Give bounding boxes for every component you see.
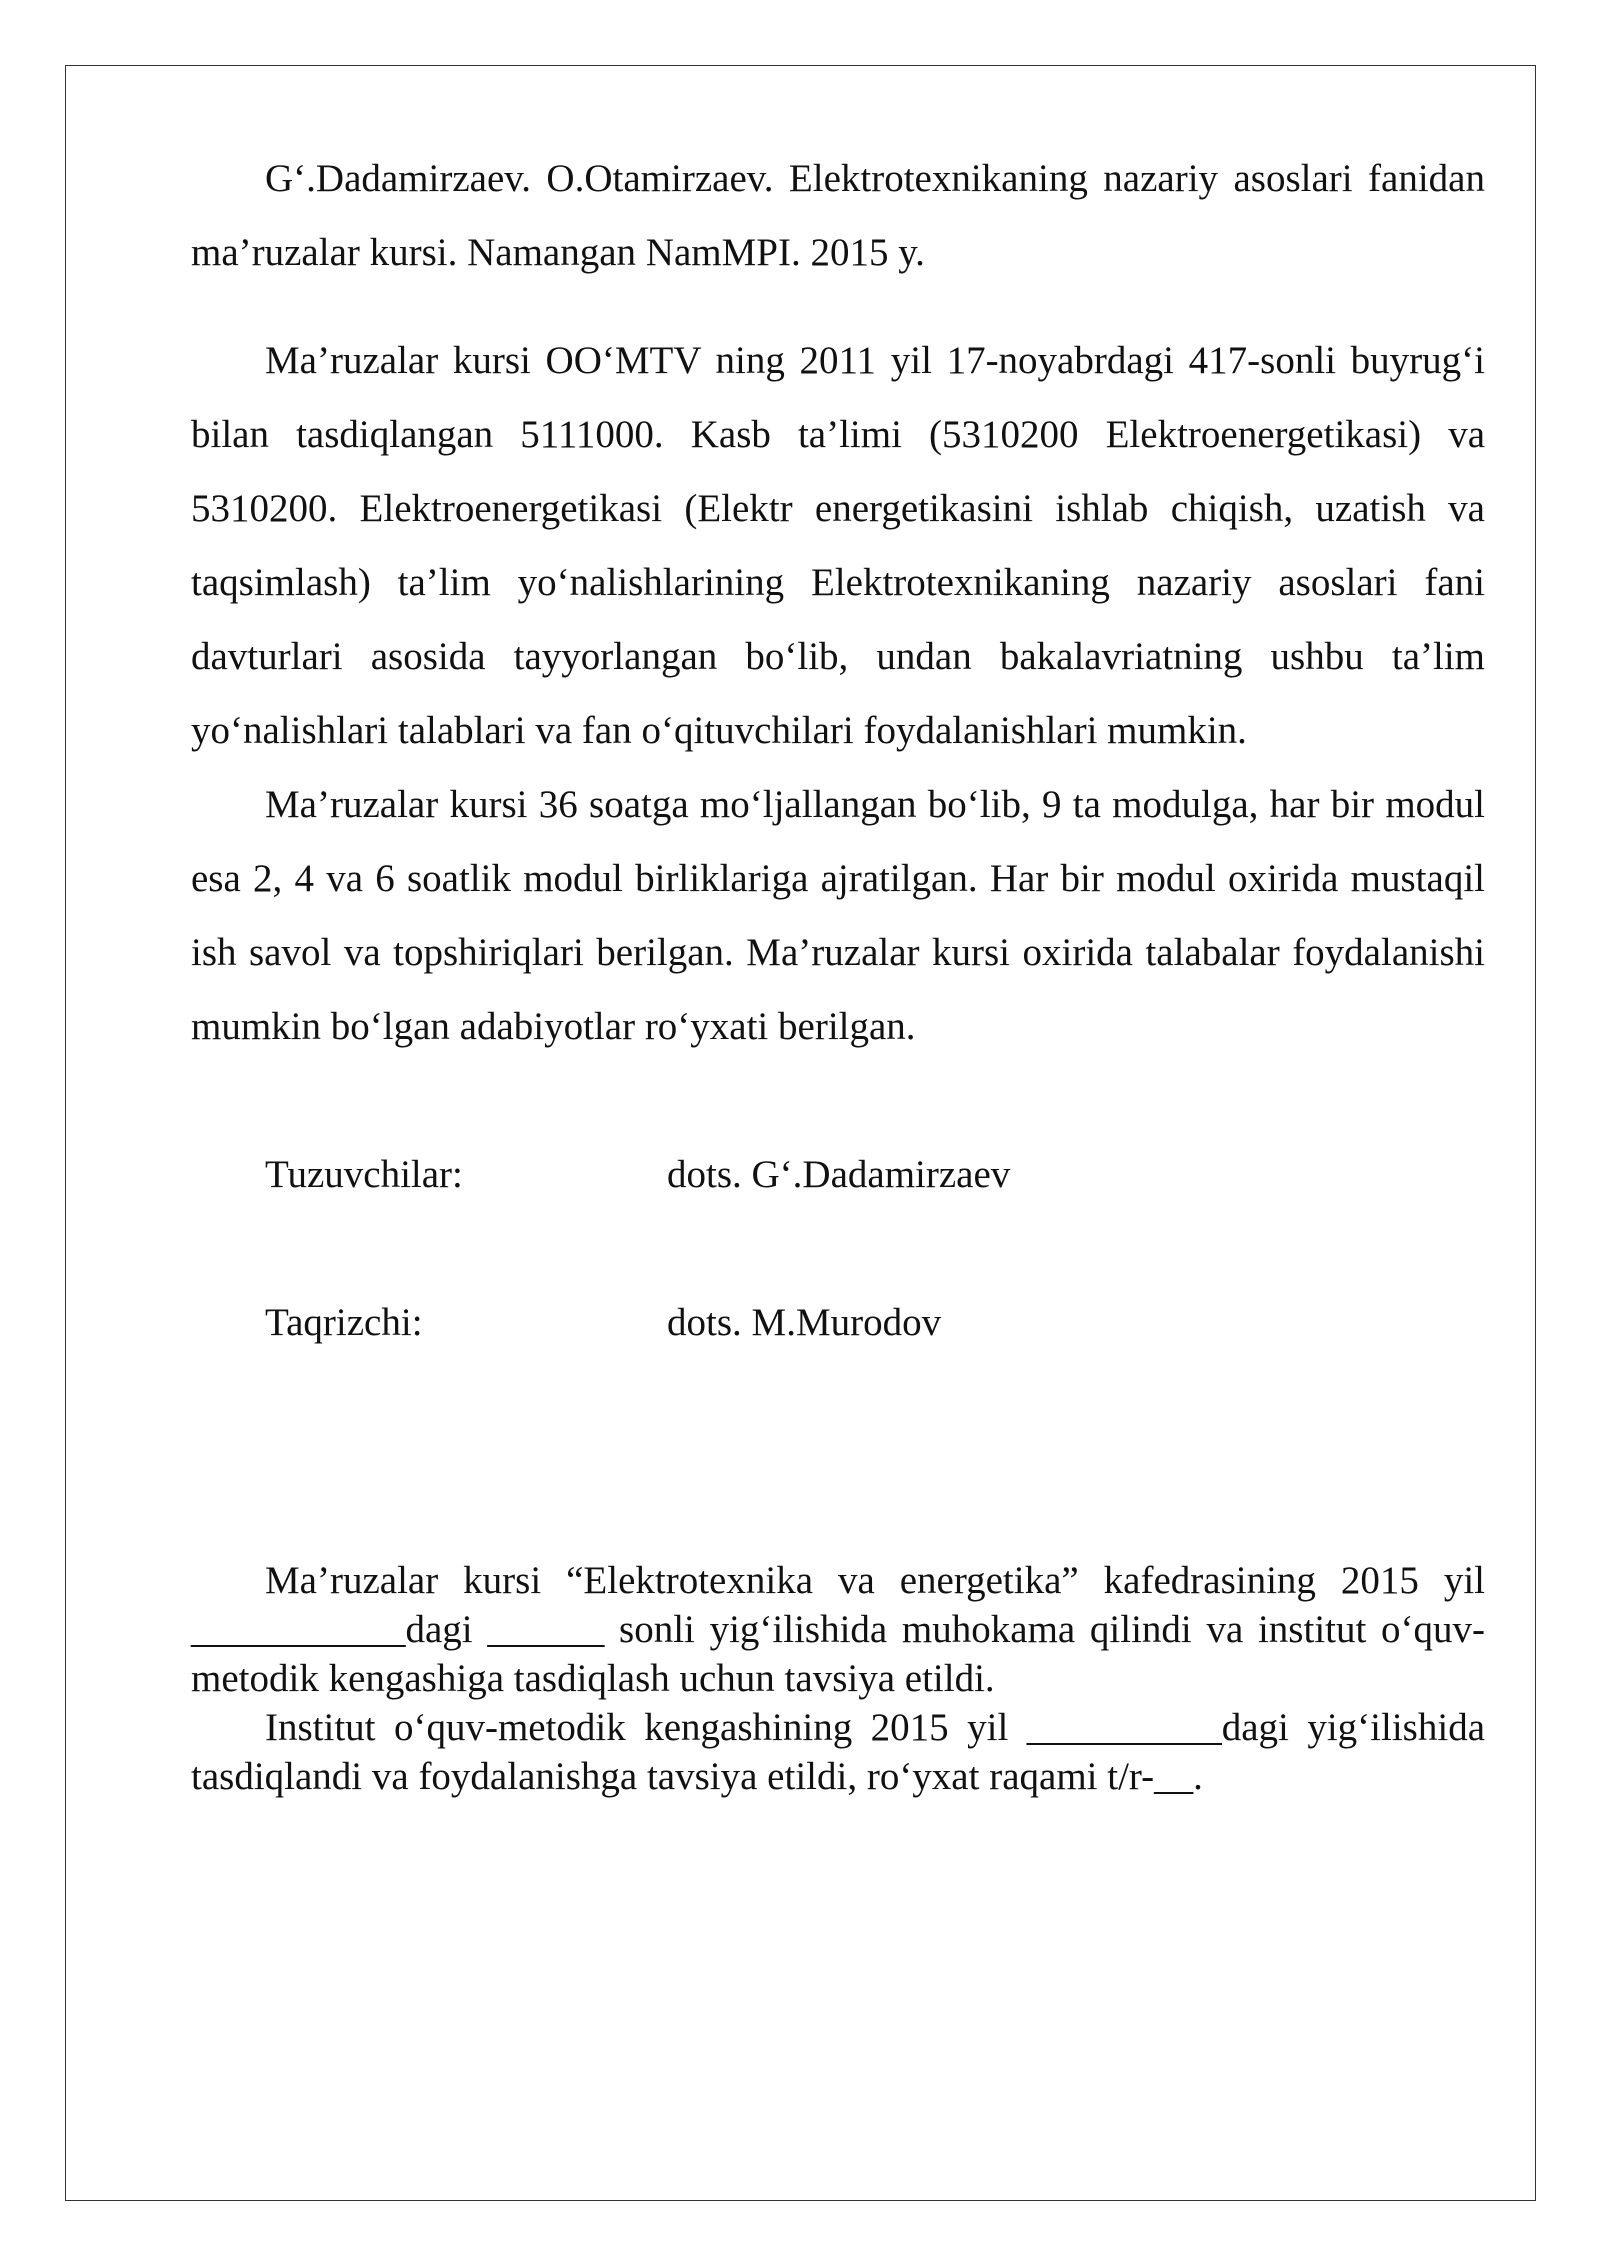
reviewer-label: Taqrizchi: — [265, 1301, 423, 1344]
spacer — [191, 290, 1485, 324]
citation-paragraph: G‘.Dadamirzaev. O.Otamirzaev. Elektrotexnikaning nazariy asoslari fanidan ma’ruzalar kursi. Namangan NamMPI. 2015 y. — [191, 157, 1485, 274]
description-paragraph-2: Ma’ruzalar kursi 36 soatga mo‘ljallangan bo‘lib, 9 ta modulga, har bir modul esa 2, 4 va 6 soatlik modul birliklariga ajratilgan. Har bir modul oxirida mustaqil ish savol va topshiriqlari berilgan. Ma’ruzalar kursi oxirida talabalar foydalanishi mumkin bo‘lgan adabiyotlar ro‘yxati berilgan. — [191, 783, 1485, 1048]
approval-paragraph-2: Institut o‘quv-metodik kengashining 2015 yil __________dagi yig‘ilishida tasdiqlandi va foydalanishga tavsiya etildi, ro‘yxat raqami t/r-__. — [191, 1706, 1485, 1798]
approval-paragraph-1: Ma’ruzalar kursi “Elektrotexnika va energetika” kafedrasining 2015 yil ___________dagi ______ sonli yig‘ilishida muhokama qilindi va institut o‘quv-metodik kengashiga tasdiqlash uchun tavsiya etildi. — [191, 1559, 1485, 1700]
spacer — [191, 1360, 1485, 1556]
authors-name: dots. G‘.Dadamirzaev — [667, 1153, 1011, 1196]
authors-label: Tuzuvchilar: — [265, 1153, 463, 1196]
authors-row — [191, 1138, 1485, 1212]
document-body — [191, 142, 1485, 1801]
reviewer-name: dots. M.Murodov — [667, 1301, 942, 1344]
reviewer-row — [191, 1286, 1485, 1360]
description-paragraph-1: Ma’ruzalar kursi OO‘MTV ning 2011 yil 17-noyabrdagi 417-sonli buyrug‘i bilan tasdiqlangan 5111000. Kasb ta’limi (5310200 Elektroenergetikasi) va 5310200. Elektroenergetikasi (Elektr energetikasini ishlab chiqish, uzatish va taqsimlash) ta’lim yo‘nalishlarining Elektrotexnikaning nazariy asoslari fani davturlari asosida tayyorlangan bo‘lib, undan bakalavriatning ushbu ta’lim yo‘nalishlari talablari va fan o‘qituvchilari foydalanishlari mumkin. — [191, 339, 1485, 752]
spacer — [191, 1064, 1485, 1138]
spacer — [191, 1212, 1485, 1286]
